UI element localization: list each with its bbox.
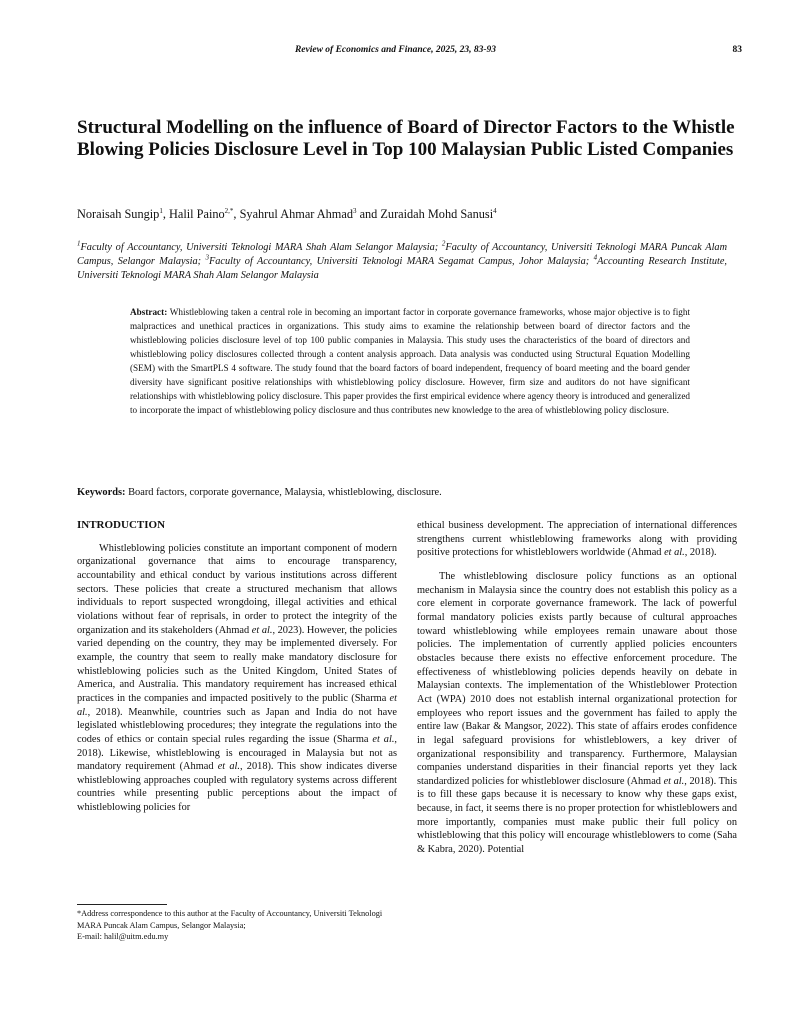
footnote-divider bbox=[77, 904, 167, 905]
body-text: The whistleblowing disclosure policy functions as an optional mechanism in Malaysia since the country does not establish this policy as a core element in corporate governance framework. The lack of powerful formal mandatory policies exists partly because of cultural approaches toward whistleblowing while employees remain unaware about those policies. The implementation of currently applied policies encounters obstacles because there exists no effective enforcement procedure. The effectiveness of whistleblowing policies depends heavily on debate in Malaysian contexts. The implementation of the Whistleblower Protection Act (WPA) 2010 does not establish internal organizational protection for employees who report issues and the government has failed to apply the entire law (Bakar & Mangsor, 2022). This state of affairs erodes confidence in legal safeguard provisions for whistleblowers, a key driver of organizational responsibility and transparency. Furthermore, Malaysian companies understand disparities in their financial reports yet they lack standardized policies for whistleblower disclosure (Ahmad bbox=[417, 570, 737, 787]
keywords-label: Keywords: bbox=[77, 487, 126, 498]
affiliation-text: Faculty of Accountancy, Universiti Teknologi MARA Puncak Alam Campus, Selangor Malaysia; bbox=[77, 242, 728, 267]
author-name: Noraisah Sungip bbox=[77, 207, 160, 221]
author-sup: 1 bbox=[159, 206, 163, 215]
author-sup: 4 bbox=[493, 206, 497, 215]
et-al: et al. bbox=[217, 761, 241, 773]
correspondence-footnote bbox=[77, 908, 402, 943]
affiliations bbox=[77, 241, 727, 283]
author-name: Syahrul Ahmar Ahmad bbox=[239, 207, 353, 221]
body-paragraph-continued bbox=[417, 519, 737, 560]
body-paragraph bbox=[417, 570, 737, 857]
author-list: Noraisah Sungip$^1$, Halil Paino$^{2,*}$, Syahrul Ahmar Ahmad$^3$ and Zuraidah Mohd Sanusi$^4$ bbox=[77, 206, 497, 221]
et-al: et al. bbox=[251, 624, 273, 636]
abstract bbox=[130, 306, 690, 418]
abstract-label: Abstract: bbox=[130, 307, 168, 317]
left-column bbox=[77, 519, 397, 815]
et-al: et al. bbox=[77, 692, 397, 718]
page-number: 83 bbox=[732, 45, 742, 55]
keywords bbox=[77, 486, 737, 500]
section-heading-introduction: INTRODUCTION bbox=[77, 519, 166, 531]
et-al: et al. bbox=[372, 733, 395, 745]
body-text: ethical business development. The appreciation of international differences strengthens current whistleblowing frameworks along with providing positive protections for whistleblowers worldwide (Ahmad bbox=[417, 520, 737, 559]
body-paragraph bbox=[77, 542, 397, 815]
body-text: , 2023). However, the policies varied depending on the country, they may be implemented diversely. For example, the country that seem to really make mandatory disclosure for whistleblowing policies such as the United Kingdom, United States of America, and Australia. This mandatory requirement has increased ethical practices in the companies and impacted positively to the public (Sharma bbox=[77, 624, 397, 704]
body-text: , 2018). This show indicates diverse whistleblowing approaches coupled with regulatory systems across different countries while presenting public perceptions about the impact of whistleblowing policies for bbox=[77, 761, 397, 814]
body-text: , 2018). bbox=[684, 547, 717, 559]
author-sup: 3 bbox=[352, 206, 357, 215]
footnote-email: E-mail: halil@uitm.edu.my bbox=[77, 932, 169, 942]
et-al: et al. bbox=[663, 775, 685, 787]
right-column bbox=[417, 519, 737, 857]
keywords-text: Board factors, corporate governance, Malaysia, whistleblowing, disclosure. bbox=[128, 487, 442, 498]
author-conjunction: and bbox=[359, 207, 378, 221]
body-text: , 2018). Likewise, whistleblowing is encouraged in Malaysia but not as mandatory requirement (Ahmad bbox=[77, 733, 398, 773]
running-header: Review of Economics and Finance, 2025, 23, 83-93 bbox=[294, 45, 497, 55]
author-sup: 2,* bbox=[224, 206, 234, 215]
affiliation-text: Faculty of Accountancy, Universiti Teknologi MARA Shah Alam Selangor Malaysia; bbox=[80, 242, 439, 253]
affiliation-text: Faculty of Accountancy, Universiti Teknologi MARA Segamat Campus, Johor Malaysia; bbox=[208, 256, 590, 267]
body-text: , 2018). Meanwhile, countries such as Japan and India do not have legislated whistleblowing procedures; they integrate the regulations into the codes of ethics or contain special rules regarding the issue (Sharma bbox=[77, 706, 397, 745]
affiliation-sup: 1 bbox=[77, 239, 81, 248]
affiliation-sup: 3 bbox=[205, 253, 209, 262]
affiliation-text: Accounting Research Institute, Universiti Teknologi MARA Shah Alam Selangor Malaysia bbox=[77, 256, 728, 281]
affiliation-sup: 4 bbox=[593, 253, 598, 262]
author-name: Halil Paino bbox=[168, 207, 225, 221]
affiliation-sup: 2 bbox=[441, 239, 446, 248]
author-name: Zuraidah Mohd Sanusi bbox=[380, 207, 494, 221]
et-al: et al. bbox=[664, 547, 685, 559]
body-text: , 2018). This is to fill these gaps because it is necessary to know why these gaps exist, because, in fact, it seems there is no proper protection for whistleblowers and more importantly, companies must make public their full policy on whistleblowing that this policy will encourage whistleblowers to come (Saha & Kabra, 2020). Potential bbox=[417, 775, 737, 856]
body-text: Whistleblowing policies constitute an important component of modern organizational governance that aims to encourage transparency, accountability and ethical conduct by various institutions across different sectors. These policies that create a structured mechanism that allows individuals to report suspected wrongdoing, illegal activities and ethical violations without fear of reprisals, in order to protect the integrity of the organization and its stakeholders (Ahmad bbox=[77, 542, 397, 636]
paper-title: Structural Modelling on the influence of Board of Director Factors to the Whistle Blowing Policies Disclosure Level in Top 100 Malaysian Public Listed Companies bbox=[77, 117, 735, 160]
abstract-text: Whistleblowing taken a central role in becoming an important factor in corporate governance frameworks, whose major objective is to fight malpractices and unethical practices in organizations. This study aims to examine the relationship between board of director factors and the whistleblowing policies disclosure level of top 100 public companies in Malaysia. This study uses the characteristics of the board of directors and whistleblowing policy disclosures collected through a content analysis approach. Data analysis was conducted using Structural Equation Modelling (SEM) with the SmartPLS 4 software. The study found that the board factors of board independent, frequency of board meeting and the board gender diversity have significant positive relationships with whistleblowing policy disclosure. However, firm size and auditors do not have significant relationships with whistleblowing policy disclosure. This paper provides the first empirical evidence where agency theory is introduced and generalized to incorporate the impact of whistleblowing policy disclosure and thus contributes new knowledge to the area of whistleblowing policy disclosure. bbox=[130, 307, 690, 415]
footnote-address: *Address correspondence to this author at the Faculty of Accountancy, Universiti Teknologi MARA Puncak Alam Campus, Selangor Malaysia; bbox=[77, 909, 383, 930]
